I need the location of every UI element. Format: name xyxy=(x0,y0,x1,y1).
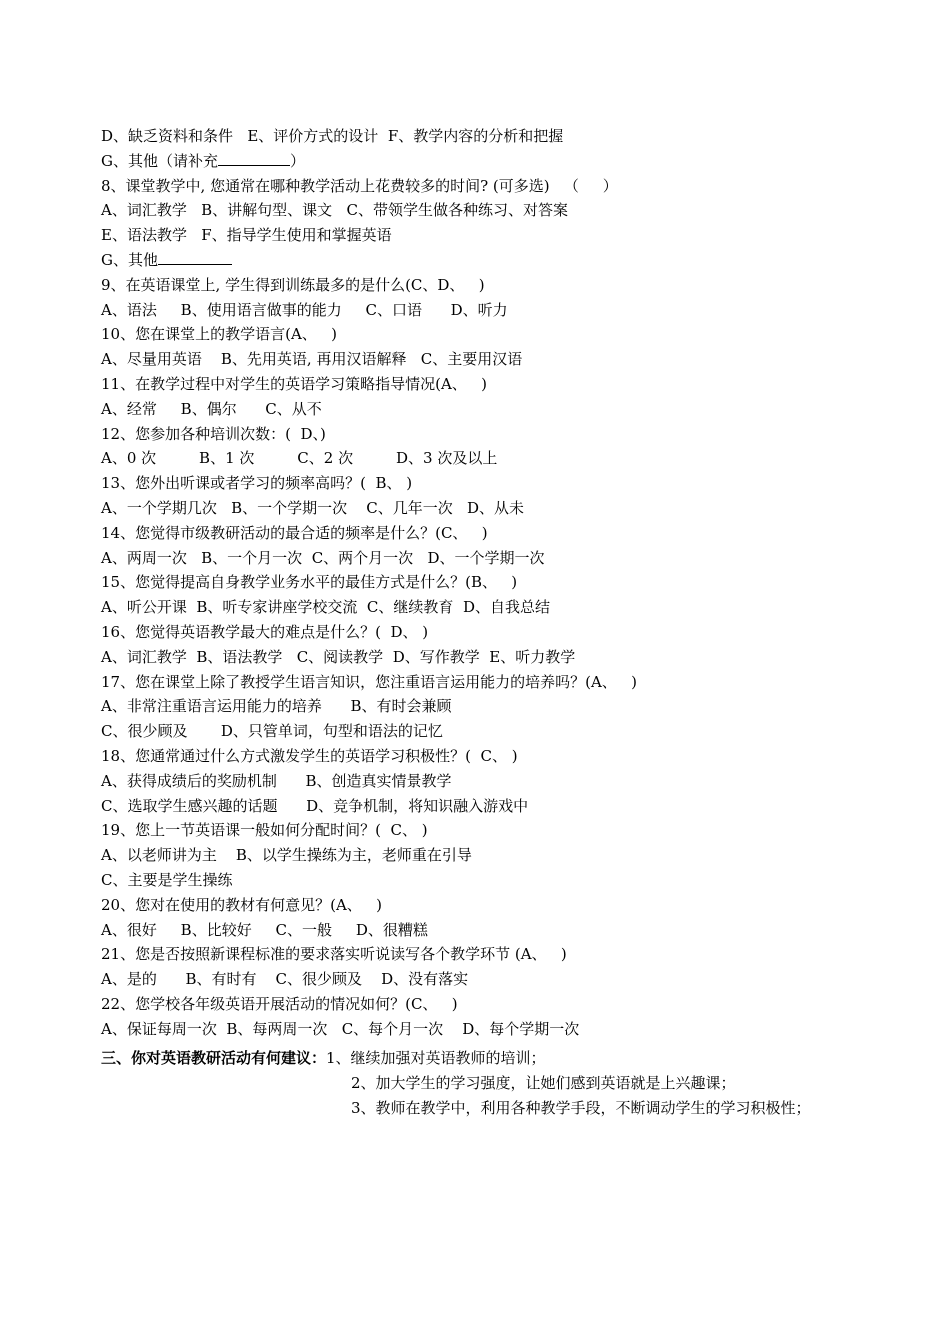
suggestion-row xyxy=(101,1096,861,1121)
line-text: A、两周一次 B、一个月一次 C、两个月一次 D、一个学期一次 xyxy=(101,548,545,567)
survey-line xyxy=(101,670,861,695)
survey-line xyxy=(101,893,861,918)
line-text: 15、您觉得提高自身教学业务水平的最佳方式是什么？(B、 ) xyxy=(101,573,518,592)
survey-line xyxy=(101,843,861,868)
line-text: A、很好 B、比较好 C、一般 D、很糟糕 xyxy=(101,920,428,939)
survey-line xyxy=(101,471,861,496)
suggestion-item: 1、继续加强对英语教师的培训； xyxy=(326,1049,546,1067)
suggestions-section xyxy=(101,1046,861,1120)
survey-line xyxy=(101,645,861,670)
line-text: 13、您外出听课或者学习的频率高吗？( B、 ) xyxy=(101,474,413,493)
survey-line xyxy=(101,719,861,744)
line-text: A、非常注重语言运用能力的培养 B、有时会兼顾 xyxy=(101,697,452,716)
survey-line xyxy=(101,694,861,719)
survey-line xyxy=(101,570,861,595)
line-text: C、选取学生感兴趣的话题 D、竞争机制，将知识融入游戏中 xyxy=(101,796,529,815)
line-text: G、其他 xyxy=(101,250,158,269)
line-text: 8、课堂教学中, 您通常在哪种教学活动上花费较多的时间? (可多选) （ ） xyxy=(101,176,618,195)
line-text: 19、您上一节英语课一般如何分配时间？( C、 ) xyxy=(101,821,428,840)
line-text: 21、您是否按照新课程标准的要求落实听说读写各个教学环节 (A、 ) xyxy=(101,945,567,964)
line-text: C、主要是学生操练 xyxy=(101,870,233,889)
suggestion-item: 2、加大学生的学习强度，让她们感到英语就是上兴趣课； xyxy=(351,1073,736,1092)
line-text: 16、您觉得英语教学最大的难点是什么？( D、 ) xyxy=(101,622,429,641)
survey-line xyxy=(101,372,861,397)
survey-line xyxy=(101,1017,861,1042)
survey-line xyxy=(101,967,861,992)
survey-line xyxy=(101,198,861,223)
survey-line xyxy=(101,174,861,199)
line-text: A、词汇教学 B、讲解句型、课文 C、带领学生做各种练习、对答案 xyxy=(101,201,568,220)
survey-line xyxy=(101,595,861,620)
line-text: A、语法 B、使用语言做事的能力 C、口语 D、听力 xyxy=(101,300,508,319)
survey-line xyxy=(101,620,861,645)
line-text: A、听公开课 B、听专家讲座学校交流 C、继续教育 D、自我总结 xyxy=(101,598,550,617)
survey-line xyxy=(101,347,861,372)
suggestions-heading: 三、你对英语教研活动有何建议： xyxy=(101,1049,327,1067)
survey-line xyxy=(101,248,861,273)
suggestion-item: 3、教师在教学中，利用各种教学手段，不断调动学生的学习积极性； xyxy=(351,1098,811,1117)
survey-line xyxy=(101,422,861,447)
line-text: 9、在英语课堂上, 学生得到训练最多的是什么(C、D、 ) xyxy=(101,275,485,294)
line-text: A、词汇教学 B、语法教学 C、阅读教学 D、写作教学 E、听力教学 xyxy=(101,647,576,666)
survey-line xyxy=(101,223,861,248)
suggestion-row xyxy=(101,1046,861,1071)
survey-line xyxy=(101,397,861,422)
line-text: A、经常 B、偶尔 C、从不 xyxy=(101,399,322,418)
line-text-after: ） xyxy=(289,151,305,170)
line-text: A、获得成绩后的奖励机制 B、创造真实情景教学 xyxy=(101,771,452,790)
survey-line xyxy=(101,794,861,819)
survey-line xyxy=(101,918,861,943)
survey-line xyxy=(101,124,861,149)
survey-line xyxy=(101,769,861,794)
survey-line xyxy=(101,273,861,298)
line-text: A、以老师讲为主 B、以学生操练为主，老师重在引导 xyxy=(101,846,472,865)
survey-line xyxy=(101,818,861,843)
survey-line xyxy=(101,496,861,521)
line-text: 10、您在课堂上的教学语言(A、 ) xyxy=(101,325,337,344)
line-text: 12、您参加各种培训次数：( D、) xyxy=(101,424,326,443)
line-text: 11、在教学过程中对学生的英语学习策略指导情况(A、 ) xyxy=(101,374,487,393)
survey-line xyxy=(101,942,861,967)
survey-line xyxy=(101,298,861,323)
survey-line xyxy=(101,446,861,471)
suggestion-row xyxy=(101,1071,861,1096)
fill-in-blank xyxy=(218,150,290,166)
survey-line xyxy=(101,149,861,174)
line-text: 17、您在课堂上除了教授学生语言知识，您注重语言运用能力的培养吗？(A、 ) xyxy=(101,672,637,691)
line-text: 22、您学校各年级英语开展活动的情况如何？(C、 ) xyxy=(101,994,458,1013)
line-text: C、很少顾及 D、只管单词，句型和语法的记忆 xyxy=(101,722,443,741)
line-text: 14、您觉得市级教研活动的最合适的频率是什么？(C、 ) xyxy=(101,523,488,542)
survey-line xyxy=(101,744,861,769)
line-text: A、0 次 B、1 次 C、2 次 D、3 次及以上 xyxy=(101,449,498,468)
line-text: A、尽量用英语 B、先用英语, 再用汉语解释 C、主要用汉语 xyxy=(101,350,523,369)
survey-line xyxy=(101,868,861,893)
survey-line xyxy=(101,322,861,347)
line-text: E、语法教学 F、指导学生使用和掌握英语 xyxy=(101,226,392,245)
survey-line xyxy=(101,992,861,1017)
line-text: G、其他（请补充 xyxy=(101,151,218,170)
survey-questions xyxy=(101,124,861,1041)
line-text: 20、您对在使用的教材有何意见？(A、 ) xyxy=(101,895,382,914)
survey-line xyxy=(101,521,861,546)
survey-line xyxy=(101,546,861,571)
fill-in-blank xyxy=(158,249,232,265)
line-text: A、一个学期几次 B、一个学期一次 C、几年一次 D、从未 xyxy=(101,498,525,517)
line-text: D、缺乏资料和条件 E、评价方式的设计 F、教学内容的分析和把握 xyxy=(101,127,564,145)
line-text: A、是的 B、有时有 C、很少顾及 D、没有落实 xyxy=(101,970,469,989)
line-text: A、保证每周一次 B、每两周一次 C、每个月一次 D、每个学期一次 xyxy=(101,1019,580,1038)
line-text: 18、您通常通过什么方式激发学生的英语学习积极性？( C、 ) xyxy=(101,746,518,765)
